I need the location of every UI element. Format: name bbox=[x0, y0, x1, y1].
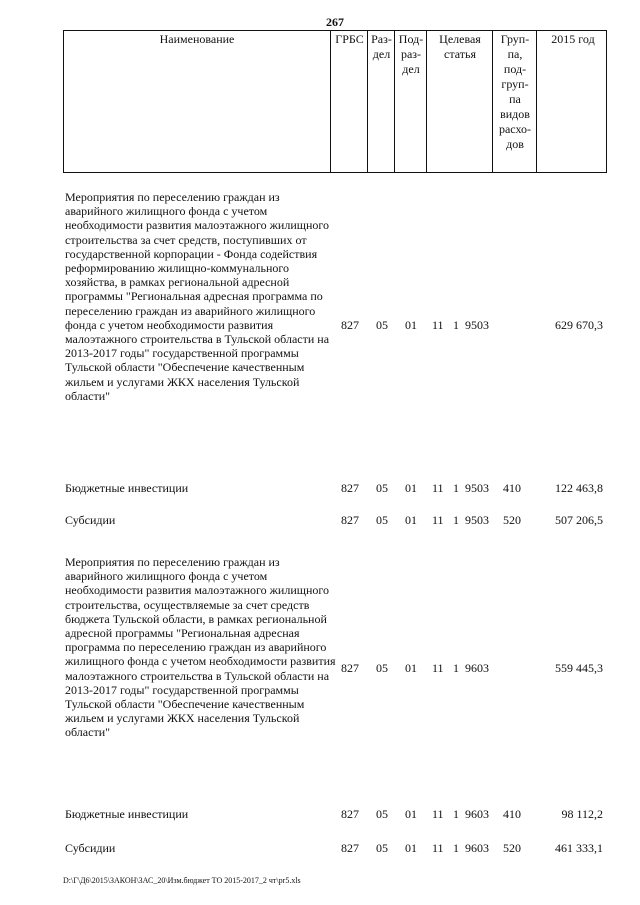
row-target-program: 11 bbox=[432, 661, 444, 675]
row-name: Мероприятия по переселению граждан из аварийного жилищного фонда с учетом необходимости развития малоэтажного жилищного строительства за счет средств, поступивших от государственной корпорации - Фонда содействия реформированию жилищно-коммунального хозяйства, в рамках региональной адресной программы "Региональная адресная программа по переселению граждан из аварийного жилищного фонда с учетом необходимости развития малоэтажного строительства в Тульской области на 2013-2017 годы" государственной программы Тульской области "Обеспечение качественным жильем и услугами ЖКХ населения Тульской области" bbox=[65, 190, 330, 403]
row-target-program: 11 bbox=[432, 318, 444, 332]
row-amount: 98 112,2 bbox=[561, 807, 603, 821]
row-name: Мероприятия по переселению граждан из аварийного жилищного фонда с учетом необходимости развития малоэтажного жилищного строительства, осуществляемые за счет средств бюджета Тульской области, в рамках региональной адресной программы "Региональная адресная программа по переселению граждан из аварийного жилищного фонда с учетом необходимости развития малоэтажного строительства в Тульской области на 2013-2017 годы" государственной программы Тульской области "Обеспечение качественным жильем и услугами ЖКХ населения Тульской области" bbox=[65, 555, 336, 740]
row-expense-group: 410 bbox=[503, 481, 521, 495]
row-target-code: 9503 bbox=[465, 318, 489, 332]
row-target-subprogram: 1 bbox=[453, 807, 459, 821]
row-target-code: 9503 bbox=[465, 481, 489, 495]
row-amount: 629 670,3 bbox=[555, 318, 603, 332]
row-grbs: 827 bbox=[341, 318, 359, 332]
row-podrazdel: 01 bbox=[405, 807, 417, 821]
row-podrazdel: 01 bbox=[405, 513, 417, 527]
row-razdel: 05 bbox=[376, 481, 388, 495]
row-grbs: 827 bbox=[341, 807, 359, 821]
row-amount: 507 206,5 bbox=[555, 513, 603, 527]
row-target-program: 11 bbox=[432, 807, 444, 821]
row-name: Бюджетные инвестиции bbox=[65, 807, 189, 821]
row-grbs: 827 bbox=[341, 661, 359, 675]
header-expense-group: Груп- па, под- груп- па видов расхо- дов bbox=[492, 31, 537, 172]
row-target-subprogram: 1 bbox=[453, 841, 459, 855]
header-podrazdel: Под- раз- дел bbox=[394, 31, 427, 172]
row-target-subprogram: 1 bbox=[453, 513, 459, 527]
row-target-code: 9603 bbox=[465, 841, 489, 855]
row-name: Субсидии bbox=[65, 841, 116, 855]
row-target-subprogram: 1 bbox=[453, 661, 459, 675]
row-razdel: 05 bbox=[376, 841, 388, 855]
row-razdel: 05 bbox=[376, 807, 388, 821]
row-amount: 461 333,1 bbox=[555, 841, 603, 855]
row-razdel: 05 bbox=[376, 318, 388, 332]
row-podrazdel: 01 bbox=[405, 841, 417, 855]
row-expense-group: 520 bbox=[503, 841, 521, 855]
row-expense-group: 410 bbox=[503, 807, 521, 821]
row-target-program: 11 bbox=[432, 481, 444, 495]
row-name: Бюджетные инвестиции bbox=[65, 481, 189, 495]
row-podrazdel: 01 bbox=[405, 661, 417, 675]
footer-file-path: D:\Г\Д6\2015\ЗАКОН\ЗАС_20\Изм.бюджет ТО 2015-2017_2 чт\pr5.xls bbox=[63, 876, 301, 885]
row-target-program: 11 bbox=[432, 513, 444, 527]
row-target-program: 11 bbox=[432, 841, 444, 855]
row-razdel: 05 bbox=[376, 661, 388, 675]
table-header bbox=[63, 30, 607, 173]
header-year: 2015 год bbox=[536, 31, 609, 172]
row-target-subprogram: 1 bbox=[453, 318, 459, 332]
row-podrazdel: 01 bbox=[405, 318, 417, 332]
row-target-code: 9503 bbox=[465, 513, 489, 527]
row-grbs: 827 bbox=[341, 481, 359, 495]
header-name: Наименование bbox=[159, 32, 235, 46]
row-grbs: 827 bbox=[341, 513, 359, 527]
header-grbs: ГРБС bbox=[330, 31, 368, 172]
row-target-code: 9603 bbox=[465, 661, 489, 675]
row-name: Субсидии bbox=[65, 513, 116, 527]
row-podrazdel: 01 bbox=[405, 481, 417, 495]
row-grbs: 827 bbox=[341, 841, 359, 855]
page-number: 267 bbox=[326, 15, 344, 29]
header-target-article: Целевая статья bbox=[426, 31, 493, 172]
row-amount: 122 463,8 bbox=[555, 481, 603, 495]
row-target-code: 9603 bbox=[465, 807, 489, 821]
row-expense-group: 520 bbox=[503, 513, 521, 527]
row-razdel: 05 bbox=[376, 513, 388, 527]
row-target-subprogram: 1 bbox=[453, 481, 459, 495]
row-amount: 559 445,3 bbox=[555, 661, 603, 675]
header-razdel: Раз- дел bbox=[367, 31, 395, 172]
